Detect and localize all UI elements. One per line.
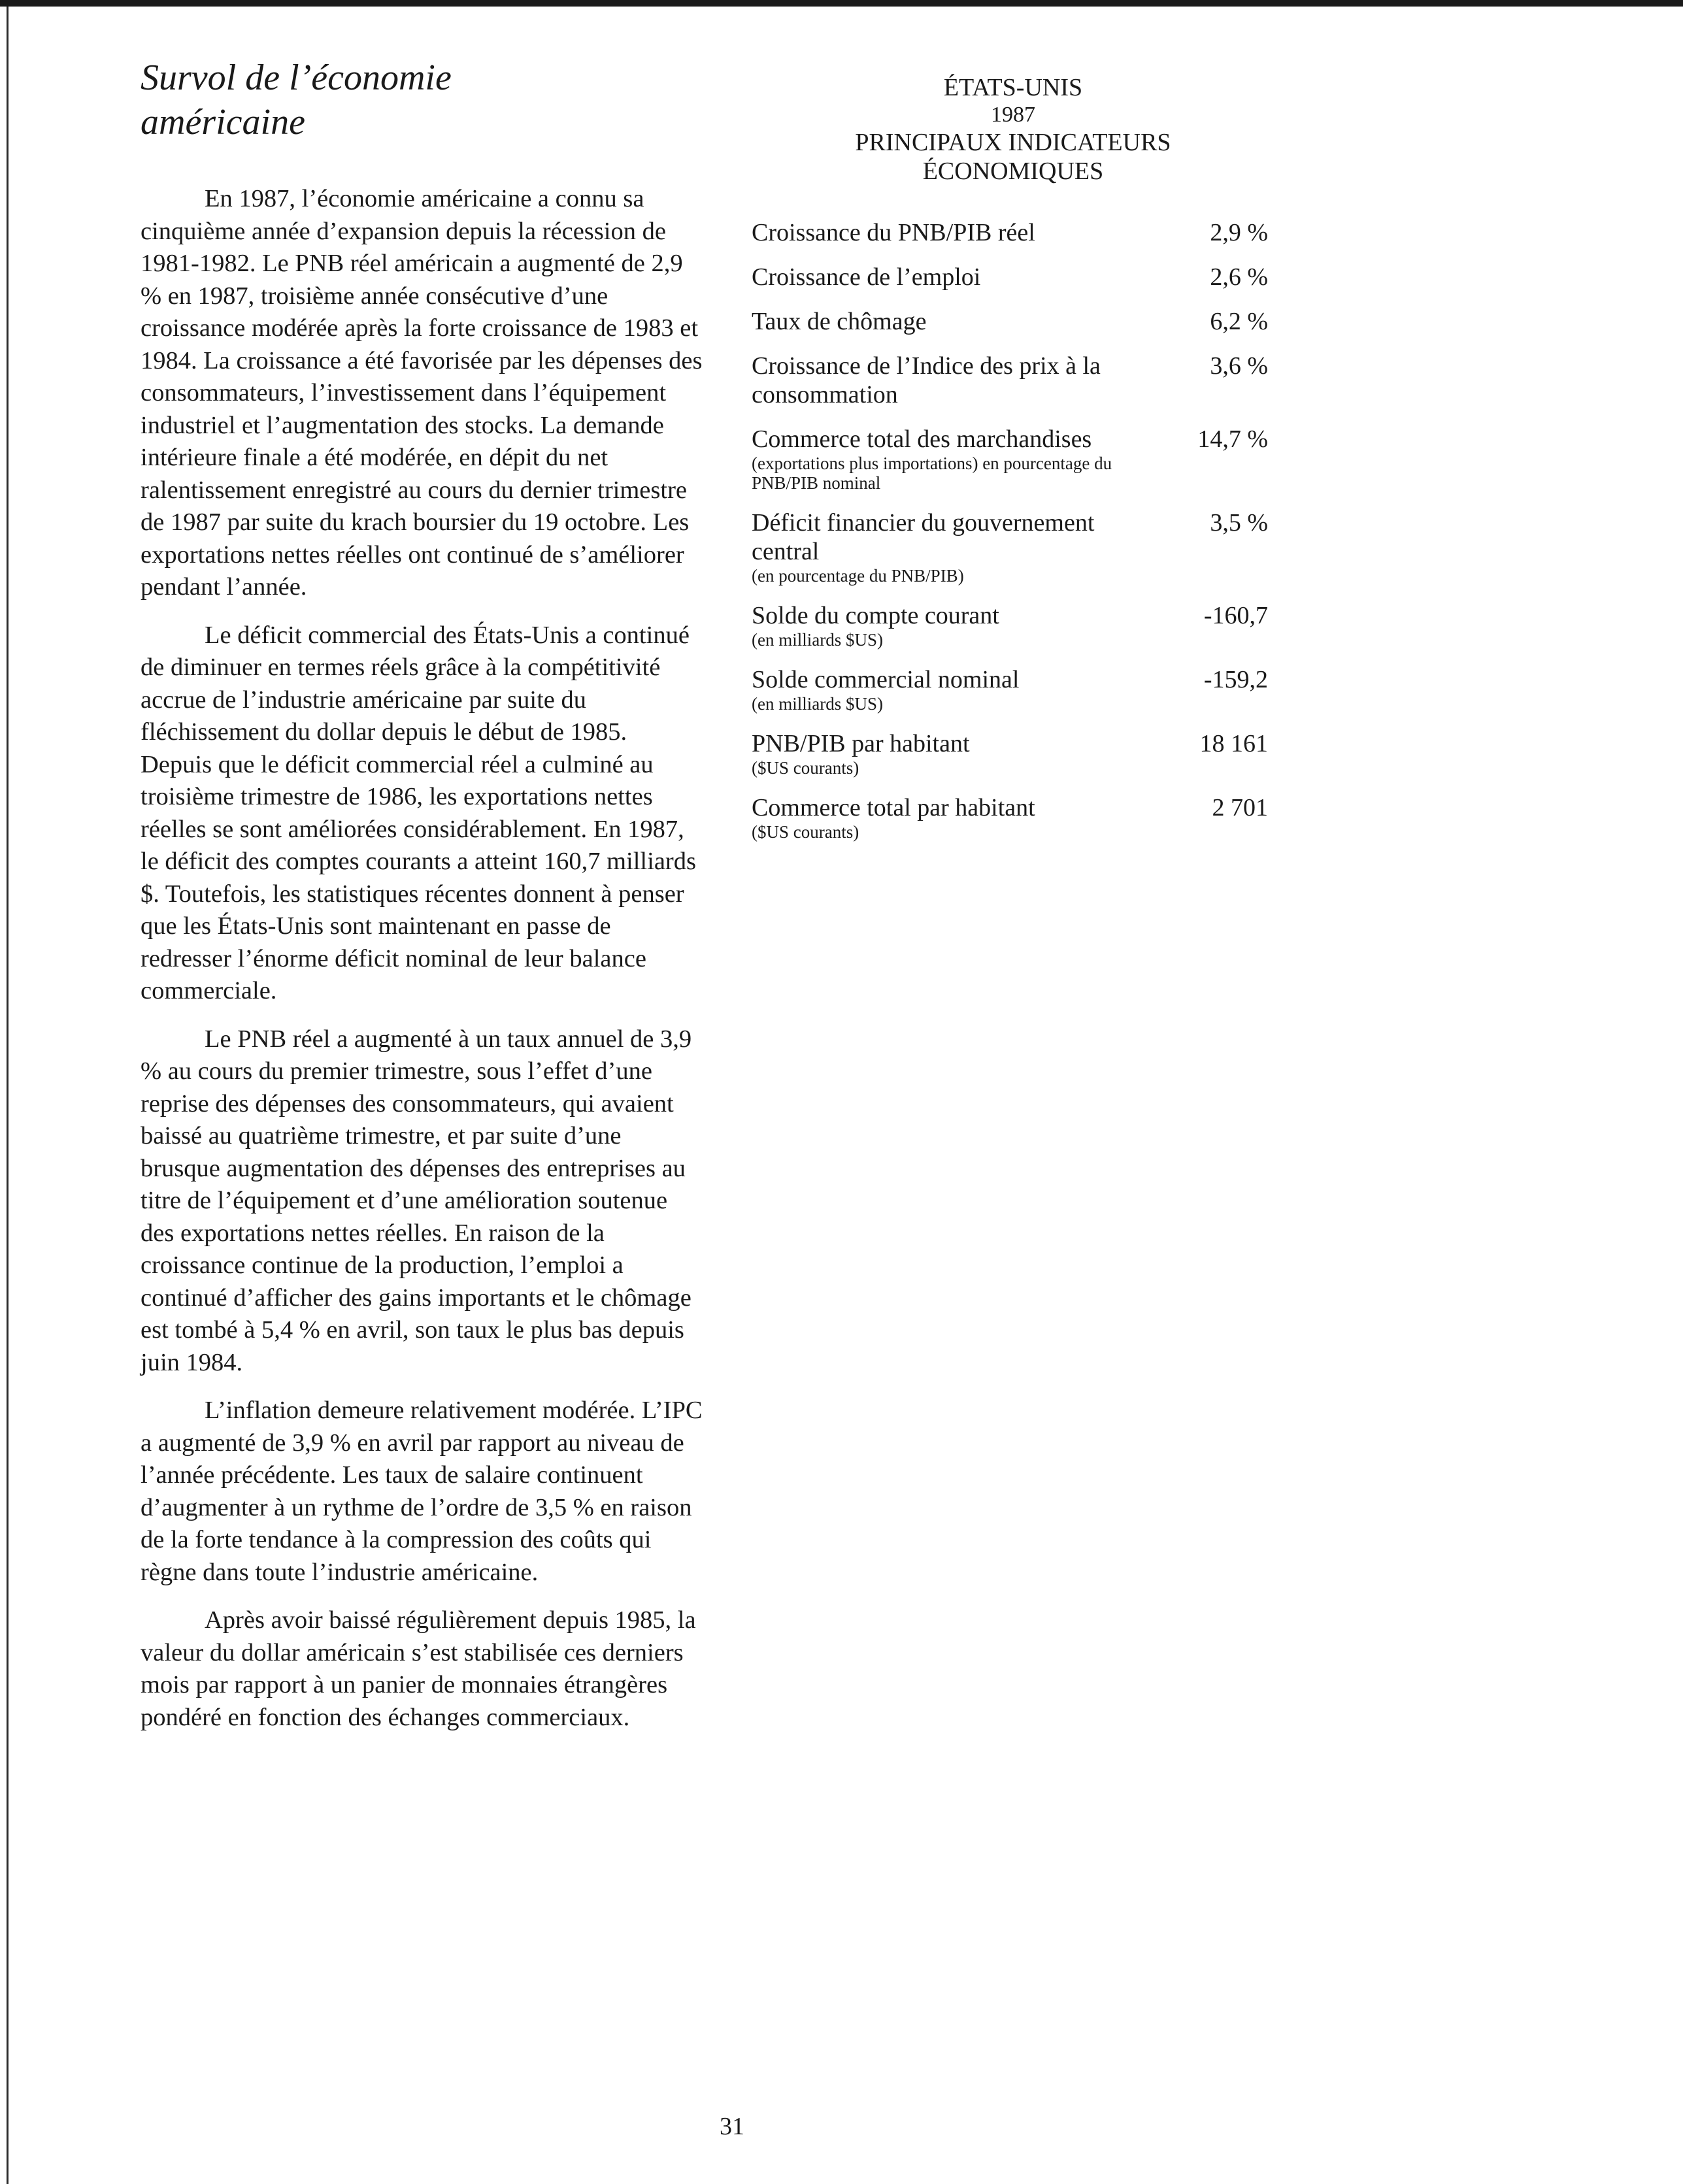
indicator-row	[752, 263, 1275, 291]
left-border-rule	[7, 7, 8, 2184]
indicator-value: 3,6 %	[1210, 352, 1268, 380]
article-body	[141, 183, 703, 1749]
indicator-label: Commerce total par habitant	[752, 794, 1035, 821]
indicator-label: Croissance de l’emploi	[752, 263, 981, 291]
top-border-rule	[0, 0, 1683, 7]
indicator-note: (en pourcentage du PNB/PIB)	[752, 566, 964, 586]
indicator-label: Solde du compte courant	[752, 602, 999, 629]
indicator-value: 18 161	[1199, 730, 1268, 757]
indicator-row	[752, 425, 1275, 493]
indicator-label: Croissance du PNB/PIB réel	[752, 219, 1035, 246]
indicator-value: 2 701	[1212, 794, 1268, 821]
indicator-value: -160,7	[1203, 602, 1268, 629]
indicator-label: PNB/PIB par habitant	[752, 730, 970, 757]
title-line-1: Survol de l’économie	[141, 58, 452, 98]
indicators-header	[752, 73, 1275, 186]
indicator-note: (exportations plus importations) en pourcentage du PNB/PIB nominal	[752, 454, 1112, 493]
indicator-label: Déficit financier du gouvernement central	[752, 509, 1095, 565]
indicators-title-line-1: PRINCIPAUX INDICATEURS	[855, 129, 1171, 156]
indicators-rows	[752, 218, 1275, 842]
paragraph: En 1987, l’économie américaine a connu sa cinquième année d’expansion depuis la récession de 1981-1982. Le PNB réel américain a augmenté de 2,9 % en 1987, troisième année consécutive d’une croissance modérée après la forte croissance de 1983 et 1984. La croissance a été favorisée par les dépenses des consommateurs, l’investissement dans l’équipement industriel et l’augmentation des stocks. La demande intérieure finale a été modérée, en dépit du net ralentissement enregistré au cours du dernier trimestre de 1987 par suite du krach boursier du 19 octobre. Les exportations nettes réelles ont continué de s’améliorer pendant l’année.	[141, 185, 703, 601]
indicator-note: ($US courants)	[752, 758, 859, 778]
indicator-value: 14,7 %	[1197, 425, 1268, 453]
indicator-row	[752, 601, 1275, 650]
indicator-label: Commerce total des marchandises	[752, 425, 1092, 453]
indicator-value: 3,5 %	[1210, 509, 1268, 537]
indicator-row	[752, 729, 1275, 778]
indicator-note: ($US courants)	[752, 822, 859, 842]
indicator-label: Taux de chômage	[752, 308, 927, 335]
indicators-country: ÉTATS-UNIS	[943, 74, 1083, 101]
indicator-row	[752, 665, 1275, 714]
paragraph: L’inflation demeure relativement modérée. L’IPC a augmenté de 3,9 % en avril par rapport au niveau de l’année précédente. Les taux de salaire continuent d’augmenter à un rythme de l’ordre de 3,5 % en raison de la forte tendance à la compression des coûts qui règne dans toute l’industrie américaine.	[141, 1397, 703, 1586]
indicator-row	[752, 352, 1275, 409]
indicator-note: (en milliards $US)	[752, 630, 883, 650]
indicator-value: 2,9 %	[1210, 219, 1268, 246]
indicator-row	[752, 307, 1275, 336]
page-number: 31	[720, 2113, 744, 2140]
indicator-value: 6,2 %	[1210, 308, 1268, 335]
page-title	[141, 56, 716, 144]
indicator-row	[752, 793, 1275, 842]
indicator-row	[752, 508, 1275, 586]
indicators-title-line-2: ÉCONOMIQUES	[922, 157, 1104, 185]
title-line-2: américaine	[141, 102, 305, 142]
indicator-value: 2,6 %	[1210, 263, 1268, 291]
indicator-label: Solde commercial nominal	[752, 666, 1020, 693]
paragraph: Après avoir baissé régulièrement depuis 1985, la valeur du dollar américain s’est stabilisée ces derniers mois par rapport à un panier de monnaies étrangères pondéré en fonction des échanges commerciaux.	[141, 1606, 696, 1731]
paragraph: Le déficit commercial des États-Unis a continué de diminuer en termes réels grâce à la compétitivité accrue de l’industrie américaine par suite du fléchissement du dollar depuis le début de 1985. Depuis que le déficit commercial réel a culminé au troisième trimestre de 1986, les exportations nettes réelles se sont améliorées considérablement. En 1987, le déficit des comptes courants a atteint 160,7 milliards $. Toutefois, les statistiques récentes donnent à penser que les États-Unis sont maintenant en passe de redresser l’énorme déficit nominal de leur balance commerciale.	[141, 621, 696, 1004]
indicator-label: Croissance de l’Indice des prix à la consommation	[752, 352, 1101, 408]
indicators-table	[752, 73, 1275, 857]
indicator-note: (en milliards $US)	[752, 694, 883, 714]
paragraph: Le PNB réel a augmenté à un taux annuel de 3,9 % au cours du premier trimestre, sous l’effet d’une reprise des dépenses des consommateurs, qui avaient baissé au quatrième trimestre, et par suite d’une brusque augmentation des dépenses des entreprises au titre de l’équipement et d’une amélioration soutenue des exportations nettes réelles. En raison de la croissance continue de la production, l’emploi a continué d’afficher des gains importants et le chômage est tombé à 5,4 % en avril, son taux le plus bas depuis juin 1984.	[141, 1025, 692, 1376]
indicators-year: 1987	[991, 103, 1035, 127]
indicator-row	[752, 218, 1275, 247]
indicator-value: -159,2	[1203, 666, 1268, 693]
